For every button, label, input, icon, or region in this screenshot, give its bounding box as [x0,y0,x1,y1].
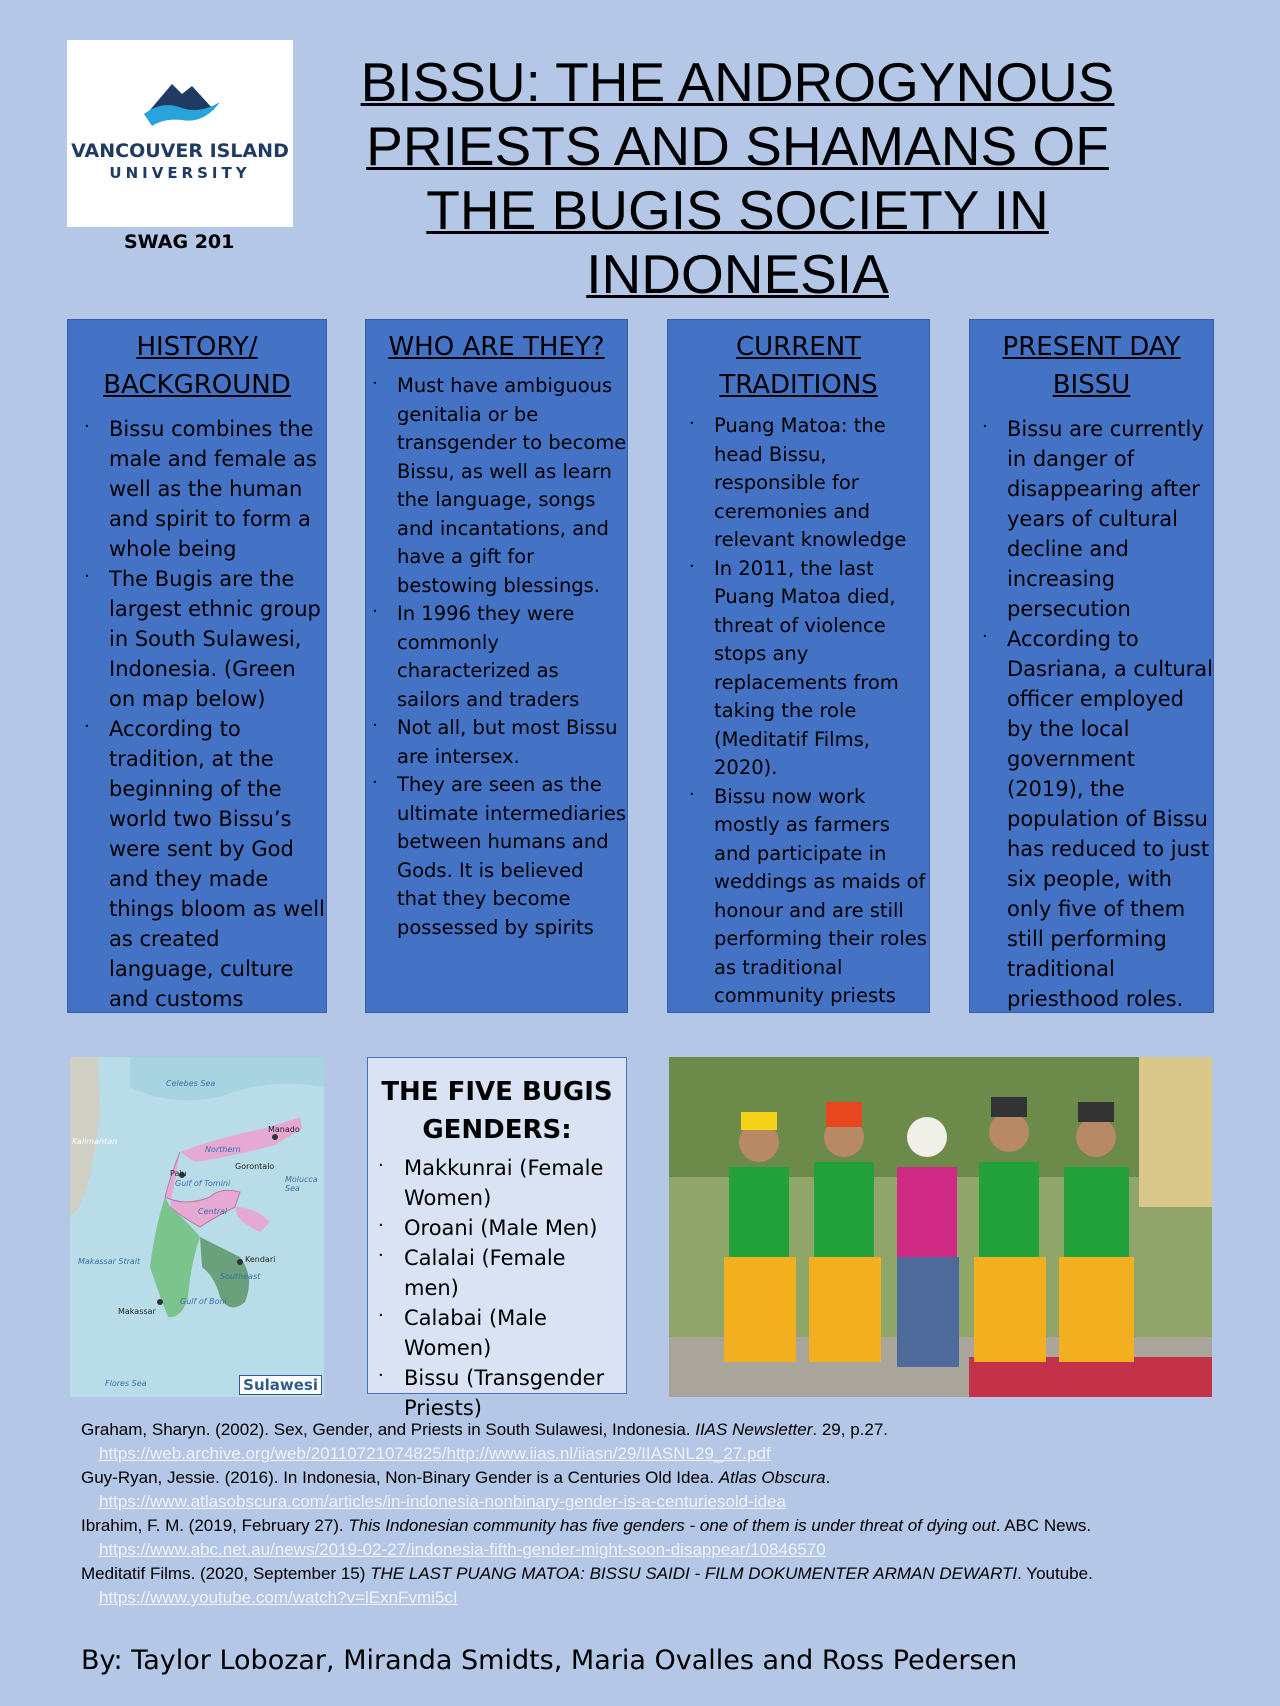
logo-line-2: UNIVERSITY [109,164,251,182]
list-item: · They are seen as the ultimate intermediaries between humans and Gods. It is believed that they become possessed by spirits [397,771,627,942]
reference-text: Graham, Sharyn. (2002). Sex, Gender, and Priests in South Sulawesi, Indonesia. [81,1420,696,1439]
column-list [109,414,326,1014]
column-heading: HISTORY/ BACKGROUND [103,332,291,400]
map-label: Palu [170,1169,187,1178]
list-item: · The Bugis are the largest ethnic group in South Sulawesi, Indonesia. (Green on map below) [109,564,326,714]
logo-line-1: VANCOUVER ISLAND [71,140,289,162]
five-genders-box [367,1057,627,1420]
list-item: · Bissu (Transgender Priests) [404,1363,626,1423]
reference-link[interactable]: https://www.atlasobscura.com/articles/in-indonesia-nonbinary-gender-is-a-centuriesold-idea [99,1492,786,1511]
reference-entry [81,1514,1221,1562]
reference-link[interactable]: https://www.youtube.com/watch?v=lExnFvmi5cI [99,1588,458,1607]
column-list [1007,414,1213,1014]
genders-heading: THE FIVE BUGIS GENDERS: [381,1077,613,1145]
bissu-group-photo [669,1057,1212,1397]
map-caption: Sulawesi [239,1375,322,1395]
course-code: SWAG 201 [124,231,235,253]
list-item: · Bissu now work mostly as farmers and participate in weddings as maids of honour and are still performing their roles as traditional community priests [714,783,929,1011]
map-label: Central [198,1207,228,1216]
reference-entry [81,1466,1221,1514]
history-column [67,319,327,1013]
list-item: · Not all, but most Bissu are intersex. [397,714,627,771]
university-logo [67,40,293,227]
poster-title: BISSU: THE ANDROGYNOUS PRIESTS AND SHAMANS OF THE BUGIS SOCIETY IN INDONESIA [360,51,1115,305]
map-label: Manado [268,1125,300,1134]
map-label: Makassar [118,1307,156,1316]
reference-text: . Youtube. [1017,1564,1093,1583]
map-label: Kalimantan [72,1137,118,1146]
photo-graphic [669,1057,1212,1397]
map-label: Kendari [245,1255,276,1264]
column-list [714,412,929,1011]
column-heading: CURRENT TRADITIONS [719,332,878,400]
reference-text: Guy-Ryan, Jessie. (2016). In Indonesia, Non-Binary Gender is a Centuries Old Idea. [81,1468,719,1487]
list-item: · Calalai (Female men) [404,1243,626,1303]
map-label: Gorontalo [235,1162,275,1171]
reference-link[interactable]: https://www.abc.net.au/news/2019-02-27/indonesia-fifth-gender-might-soon-disappear/10846570 [99,1540,826,1559]
reference-text: Meditatif Films. (2020, September 15) [81,1564,371,1583]
references [81,1418,1221,1610]
list-item: · In 1996 they were commonly characterized as sailors and traders [397,600,627,714]
map-label: Flores Sea [105,1379,147,1388]
reference-link[interactable]: https://web.archive.org/web/20110721074825/http://www.iias.nl/iiasn/29/IIASNL29_27.pdf [99,1444,771,1463]
present-day-column [969,319,1214,1013]
reference-title: IIAS Newsletter [695,1420,813,1439]
reference-title: THE LAST PUANG MATOA: BISSU SAIDI - FILM DOKUMENTER ARMAN DEWARTI [370,1564,1018,1583]
map-label: Makassar Strait [78,1257,141,1266]
reference-entry [81,1418,1221,1466]
reference-text: . ABC News. [995,1516,1092,1535]
reference-text: . 29, p.27. [812,1420,889,1439]
list-item: · Bissu combines the male and female as well as the human and spirit to form a whole being [109,414,326,564]
map-label: Gulf of Tomini [175,1179,231,1188]
genders-list [404,1153,626,1423]
reference-title: This Indonesian community has five genders - one of them is under threat of dying out [348,1516,996,1535]
map-label: Gulf of Boni [180,1297,227,1306]
reference-text: Ibrahim, F. M. (2019, February 27). [81,1516,349,1535]
authors-line: By: Taylor Lobozar, Miranda Smidts, Maria Ovalles and Ross Pedersen [81,1645,1018,1676]
list-item: · Makkunrai (Female Women) [404,1153,626,1213]
column-heading: PRESENT DAY BISSU [1002,332,1181,400]
mountain-whale-icon [142,80,222,128]
list-item: · Must have ambiguous genitalia or be transgender to become Bissu, as well as learn the language, songs and incantations, and have a gift for bestowing blessings. [397,372,627,600]
current-traditions-column [667,319,930,1013]
list-item: · According to tradition, at the beginning of the world two Bissu’s were sent by God and they made things bloom as well as created language, culture and customs [109,714,326,1014]
map-label: Northern [205,1145,241,1154]
list-item: · According to Dasriana, a cultural officer employed by the local government (2019), the population of Bissu has reduced to just six people, with only five of them still performing traditional priesthood roles. [1007,624,1213,1014]
sulawesi-map [70,1057,324,1397]
map-label: Southeast [220,1272,261,1281]
map-label: Celebes Sea [166,1079,216,1088]
column-heading: WHO ARE THEY? [388,332,605,362]
list-item: · Calabai (Male Women) [404,1303,626,1363]
list-item: · In 2011, the last Puang Matoa died, threat of violence stops any replacements from taking the role (Meditatif Films, 2020). [714,555,929,783]
list-item: · Puang Matoa: the head Bissu, responsible for ceremonies and relevant knowledge [714,412,929,555]
list-item: · Bissu are currently in danger of disappearing after years of cultural decline and increasing persecution [1007,414,1213,624]
list-item: · Oroani (Male Men) [404,1213,626,1243]
reference-title: Atlas Obscura [718,1468,826,1487]
map-label: Molucca Sea [285,1175,318,1193]
who-are-they-column [365,319,628,1013]
reference-text: . [825,1468,831,1487]
map-graphic [70,1057,324,1397]
column-list [397,372,627,942]
reference-entry [81,1562,1221,1610]
